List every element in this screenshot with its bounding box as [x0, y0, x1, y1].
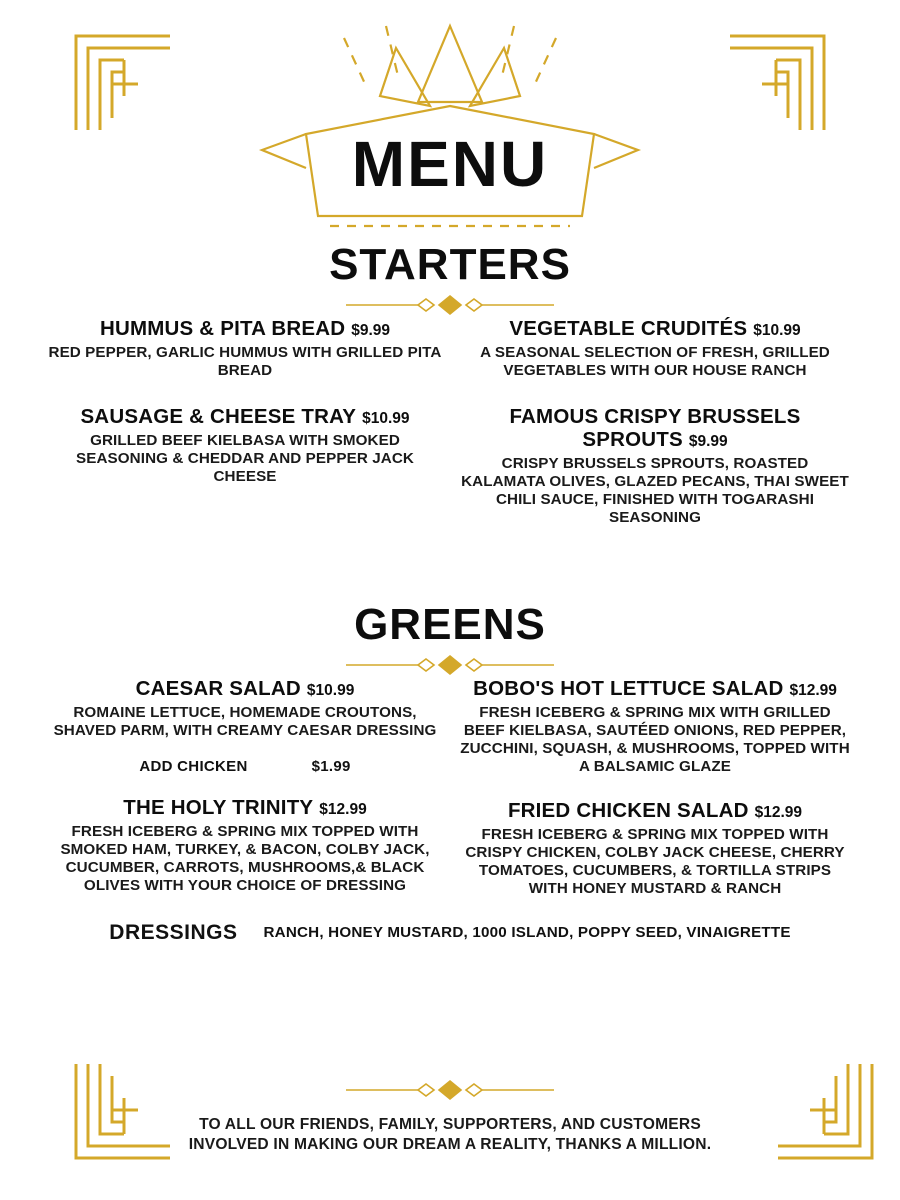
item-description: FRESH ICEBERG & SPRING MIX TOPPED WITH CRISPY CHICKEN, COLBY JACK CHEESE, CHERRY TOMATOES, CUCUMBERS, & TORTILLA STRIPS WITH HONEY MUSTARD & RANCH	[465, 826, 845, 898]
menu-item	[48, 797, 442, 895]
item-name: FAMOUS CRISPY BRUSSELS SPROUTS	[509, 405, 801, 452]
section-title-greens: GREENS	[354, 600, 546, 649]
greens-left-column	[40, 678, 450, 917]
item-description: FRESH ICEBERG & SPRING MIX TOPPED WITH SMOKED HAM, TURKEY, & BACON, COLBY JACK, CUCUMBER, CARROTS, MUSHROOMS,& BLACK OLIVES WITH YOUR CHOICE OF DRESSING	[60, 823, 430, 895]
footer-line-1: TO ALL OUR FRIENDS, FAMILY, SUPPORTERS, AND CUSTOMERS	[199, 1115, 701, 1133]
add-on-price: $1.99	[311, 758, 351, 776]
item-price: $10.99	[362, 410, 410, 428]
dressings-list: RANCH, HONEY MUSTARD, 1000 ISLAND, POPPY SEED, VINAIGRETTE	[263, 924, 791, 942]
item-name: CAESAR SALAD	[135, 677, 301, 700]
starters-right-column	[450, 318, 860, 545]
item-name: BOBO'S HOT LETTUCE SALAD	[473, 677, 784, 700]
menu-item	[48, 406, 442, 486]
item-price: $9.99	[688, 433, 728, 451]
item-name: SAUSAGE & CHEESE TRAY	[80, 405, 357, 429]
greens-right-column	[450, 678, 860, 917]
item-description: FRESH ICEBERG & SPRING MIX WITH GRILLED BEEF KIELBASA, SAUTÉED ONIONS, RED PEPPER, ZUCCHINI, SQUASH, & MUSHROOMS, TOPPED WITH A BALSAMIC GLAZE	[460, 703, 850, 776]
item-name: FRIED CHICKEN SALAD	[507, 799, 749, 823]
item-description: ROMAINE LETTUCE, HOMEMADE CROUTONS, SHAVED PARM, WITH CREAMY CAESAR DRESSING	[53, 703, 437, 740]
item-price: $12.99	[754, 804, 803, 822]
menu-item	[458, 800, 852, 898]
footer	[0, 1077, 900, 1156]
item-description: GRILLED BEEF KIELBASA WITH SMOKED SEASONING & CHEDDAR AND PEPPER JACK CHEESE	[76, 432, 414, 486]
menu-item	[458, 406, 852, 527]
dressings-row	[40, 921, 860, 945]
dressings-label: DRESSINGS	[109, 920, 238, 944]
menu-item	[458, 318, 852, 380]
menu-item	[48, 678, 442, 740]
add-on-label: ADD CHICKEN	[139, 758, 248, 776]
item-name: HUMMUS & PITA BREAD	[99, 317, 346, 340]
footer-line-2: INVOLVED IN MAKING OUR DREAM A REALITY, THANKS A MILLION.	[188, 1136, 712, 1154]
item-price: $12.99	[789, 682, 837, 699]
section-greens	[0, 600, 900, 945]
greens-columns	[40, 678, 860, 917]
ornamental-divider	[0, 292, 900, 318]
item-description: RED PEPPER, GARLIC HUMMUS WITH GRILLED PITA BREAD	[48, 343, 442, 380]
header-crest-ornament	[130, 10, 770, 240]
page-title: MENU	[351, 128, 549, 200]
item-price: $12.99	[319, 801, 367, 819]
item-price: $10.99	[306, 682, 355, 699]
section-starters	[0, 240, 900, 545]
item-name: THE HOLY TRINITY	[123, 796, 314, 820]
item-price: $10.99	[753, 322, 801, 339]
menu-item	[458, 678, 852, 776]
item-description: A SEASONAL SELECTION OF FRESH, GRILLED VEGETABLES WITH OUR HOUSE RANCH	[480, 343, 830, 380]
starters-columns	[40, 318, 860, 545]
ornamental-divider	[0, 652, 900, 678]
item-description: CRISPY BRUSSELS SPROUTS, ROASTED KALAMATA OLIVES, GLAZED PECANS, THAI SWEET CHILI SAUCE, FINISHED WITH TOGARASHI SEASONING	[461, 455, 849, 527]
section-title-starters: STARTERS	[329, 240, 571, 289]
item-price: $9.99	[351, 322, 391, 339]
add-on-row	[48, 758, 442, 775]
ornamental-divider	[0, 1077, 900, 1103]
menu-item	[48, 318, 442, 380]
starters-left-column	[40, 318, 450, 545]
item-name: VEGETABLE CRUDITÉS	[509, 317, 748, 340]
